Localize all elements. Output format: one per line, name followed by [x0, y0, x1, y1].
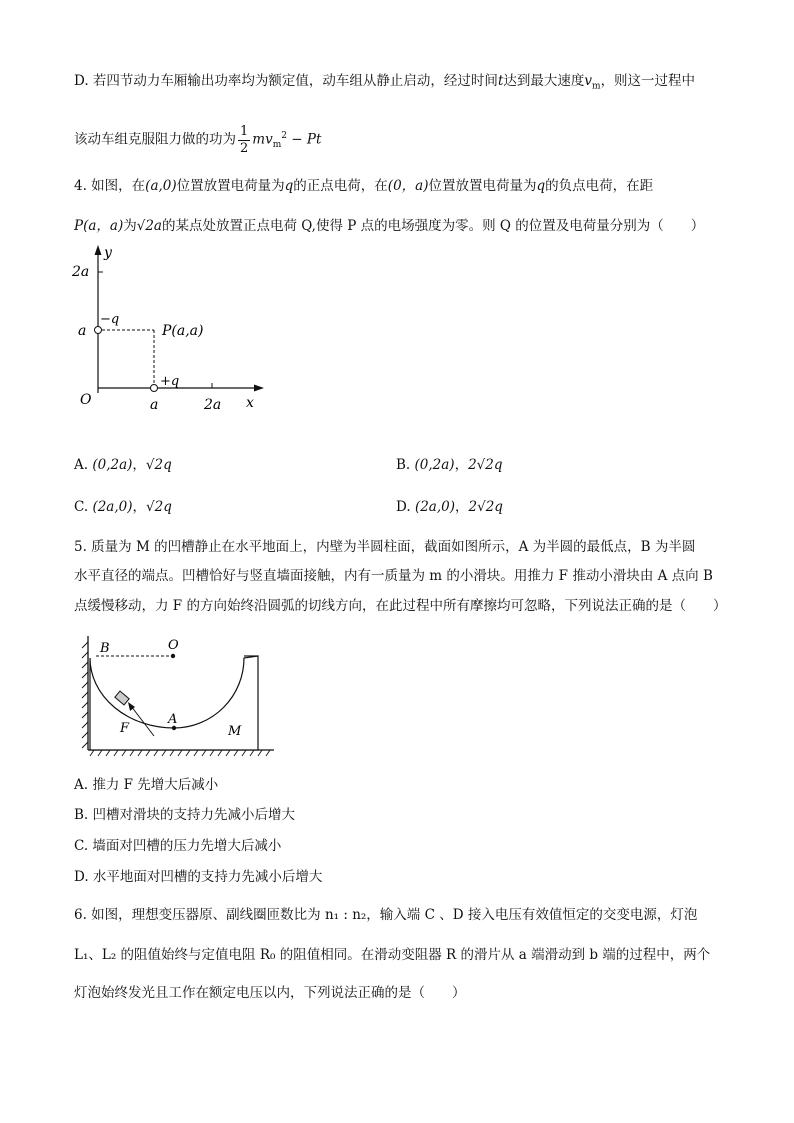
q5-option-a: A. 推力 F 先增大后减小 — [74, 777, 219, 793]
q5-option-b: B. 凹槽对滑块的支持力先减小后增大 — [74, 807, 296, 823]
q4-option-d: D. (2a,0)，2√2q — [396, 499, 503, 515]
tick-label-2a-y: 2a — [72, 264, 90, 280]
label-f: F — [120, 721, 130, 736]
q6-line2: L₁、L₂ 的阻值始终与定值电阻 R₀ 的阻值相同。在滑动变阻器 R 的滑片从 a 端滑动到 b 端的过程中，两个 — [74, 947, 711, 963]
q3-option-d-line1: D. 若四节动力车厢输出功率均为额定值，动车组从静止启动，经过时间t达到最大速度$v_m$，则这一过程中 — [74, 73, 696, 92]
label-b: B — [100, 641, 110, 656]
y-axis-label: y — [104, 245, 112, 261]
negative-charge-marker — [95, 327, 102, 334]
point-p-label: P(a,a) — [162, 323, 204, 339]
q5-option-d: D. 水平地面对凹槽的支持力先减小后增大 — [74, 869, 323, 885]
q5-line2: 水平直径的端点。凹槽恰好与竖直墙面接触，内有一质量为 m 的小滑块。用推力 F 推动小滑块由 A 点向 B — [74, 568, 713, 584]
fraction: $\frac{1}{2}$ — [240, 123, 249, 156]
q4-line2: P(a，a)为√2a的某点处放置正点电荷 Q,使得 P 点的电场强度为零。则 Q 的位置及电荷量分别为（ ） — [74, 218, 705, 234]
slider-block — [115, 691, 129, 705]
q4-option-a: A. (0,2a)，√2q — [74, 457, 172, 473]
positive-charge-marker — [151, 385, 158, 392]
pos-charge-label: +q — [160, 374, 180, 389]
tick-label-2a-x: 2a — [204, 397, 222, 413]
q5-line3: 点缓慢移动，力 F 的方向始终沿圆弧的切线方向，在此过程中所有摩擦均可忽略，下列说法正确的是（ ） — [74, 598, 727, 614]
q6-line3: 灯泡始终发光且工作在额定电压以内，下列说法正确的是（ ） — [74, 985, 466, 1001]
origin-label: O — [80, 392, 92, 408]
x-axis-label: x — [246, 395, 254, 411]
tick-label-a-y: a — [78, 323, 87, 339]
tick-label-a-x: a — [150, 397, 159, 413]
q4-coordinate-figure — [72, 243, 272, 418]
q4-line1: 4. 如图，在(a,0)位置放置电荷量为q的正点电荷，在(0，a)位置放置电荷量为q的负点电荷，在距 — [74, 178, 654, 194]
label-m: M — [228, 724, 242, 739]
q5-line1: 5. 质量为 M 的凹槽静止在水平地面上，内壁为半圆柱面，截面如图所示，A 为半圆的最低点，B 为半圆 — [74, 539, 696, 555]
q4-option-c: C. (2a,0)，√2q — [74, 499, 172, 515]
q5-groove-figure — [76, 632, 276, 762]
label-a: A — [168, 712, 178, 727]
q6-line1: 6. 如图，理想变压器原、副线圈匝数比为 n₁ : n₂，输入端 C 、D 接入电压有效值恒定的交变电源，灯泡 — [74, 907, 698, 923]
center-point-o — [171, 654, 175, 658]
q5-option-c: C. 墙面对凹槽的压力先增大后减小 — [74, 838, 282, 854]
q4-option-b: B. (0,2a)，2√2q — [396, 457, 503, 473]
label-o: O — [168, 638, 179, 653]
q3-option-d-line2: 该动车组克服阻力做的功为 $\frac{1}{2}$ $mv_m^2 - Pt$ — [74, 123, 322, 156]
neg-charge-label: −q — [100, 312, 120, 327]
